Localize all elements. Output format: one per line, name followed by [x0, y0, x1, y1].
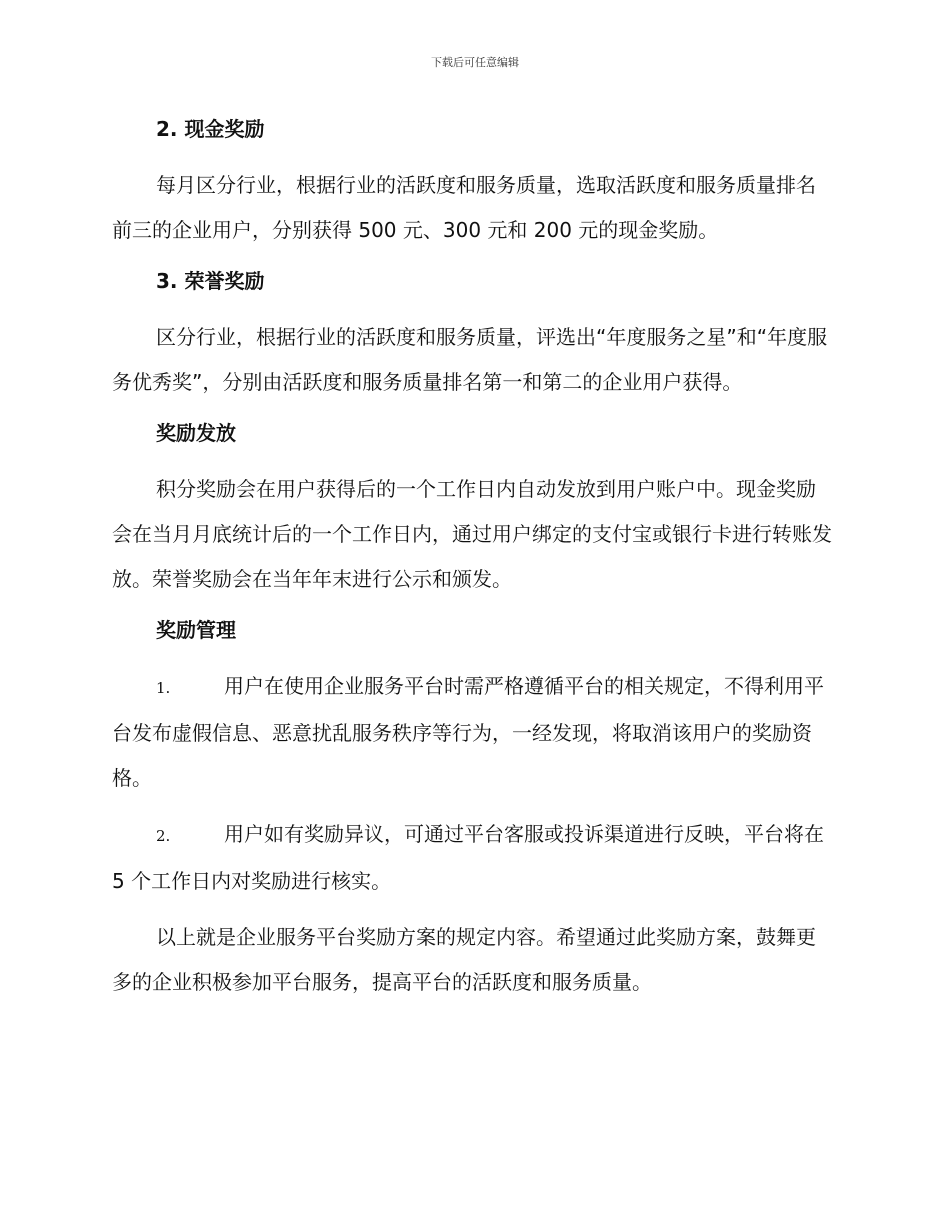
list-number: 2. [156, 827, 171, 845]
list-item [112, 664, 834, 801]
list-item-text: 用户如有奖励异议，可通过平台客服或投诉渠道进行反映，平台将在 5 个工作日内对奖励进行核实。 [112, 822, 824, 893]
list-number: 1. [156, 679, 171, 697]
paragraph-closing: 以上就是企业服务平台奖励方案的规定内容。希望通过此奖励方案，鼓舞更多的企业积极参加平台服务，提高平台的活跃度和服务质量。 [112, 925, 816, 994]
heading-honor-reward: 3. 荣誉奖励 [156, 269, 265, 293]
heading-reward-issue: 奖励发放 [156, 421, 236, 445]
heading-reward-management: 奖励管理 [156, 618, 236, 642]
document-body [112, 112, 834, 1016]
paragraph-honor-reward: 区分行业，根据行业的活跃度和服务质量，评选出“年度服务之星”和“年度服务优秀奖”，分别由活跃度和服务质量排名第一和第二的企业用户获得。 [112, 325, 828, 394]
paragraph-reward-issue: 积分奖励会在用户获得后的一个工作日内自动发放到用户账户中。现金奖励会在当月月底统计后的一个工作日内，通过用户绑定的支付宝或银行卡进行转账发放。荣誉奖励会在当年年末进行公示和颁发。 [112, 477, 832, 591]
list-item [112, 812, 834, 904]
page-header: 下载后可任意编辑 [431, 56, 519, 69]
list-item-text: 用户在使用企业服务平台时需严格遵循平台的相关规定，不得利用平台发布虚假信息、恶意扰乱服务秩序等行为，一经发现，将取消该用户的奖励资格。 [112, 674, 824, 790]
paragraph-cash-reward: 每月区分行业，根据行业的活跃度和服务质量，选取活跃度和服务质量排名前三的企业用户，分别获得 500 元、300 元和 200 元的现金奖励。 [112, 173, 816, 242]
heading-cash-reward: 2. 现金奖励 [156, 117, 265, 141]
